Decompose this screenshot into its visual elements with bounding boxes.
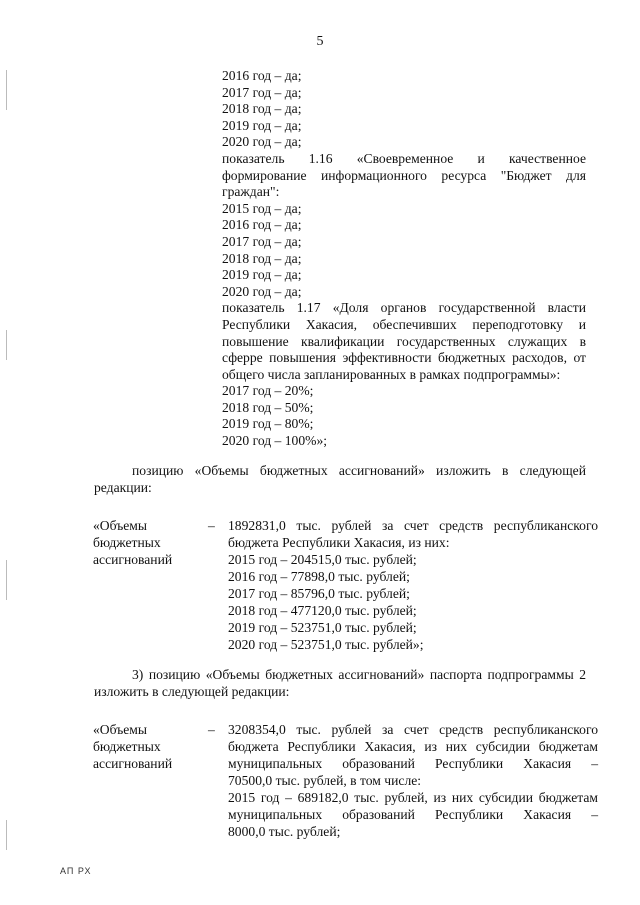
budget-label xyxy=(93,517,203,568)
value-line: 2015 год – 204515,0 тыс. рублей; xyxy=(228,552,417,567)
scan-edge-mark xyxy=(6,560,7,600)
value-line: 2018 год – 477120,0 тыс. рублей; xyxy=(228,603,417,618)
value-line: 1892831,0 тыс. рублей за счет средств республиканского xyxy=(228,518,598,533)
indicator-1-17-line: показатель 1.17 «Доля органов государственной власти xyxy=(222,300,586,316)
label-line: бюджетных xyxy=(93,535,161,550)
indicator-1-16-line: граждан": xyxy=(222,184,280,200)
paragraph-line: изложить в следующей редакции: xyxy=(94,684,290,699)
value-line: 3208354,0 тыс. рублей за счет средств республиканского xyxy=(228,722,598,737)
year-line: 2018 год – да; xyxy=(222,101,302,117)
value-line: 2017 год – 85796,0 тыс. рублей; xyxy=(228,586,410,601)
year-line: 2019 год – да; xyxy=(222,267,302,283)
percent-line: 2018 год – 50%; xyxy=(222,399,314,415)
year-line: 2017 год – да; xyxy=(222,233,302,249)
value-line: 8000,0 тыс. рублей; xyxy=(228,824,341,839)
year-line: 2015 год – да; xyxy=(222,200,302,216)
year-line: 2020 год – да; xyxy=(222,134,302,150)
year-line: 2017 год – да; xyxy=(222,84,302,100)
value-line: 2015 год – 689182,0 тыс. рублей, из них субсидии бюджетам xyxy=(228,790,598,805)
label-line: ассигнований xyxy=(93,552,173,567)
value-line: муниципальных образований Республики Хакасия – xyxy=(228,807,598,822)
indicator-1-16-line: формирование информационного ресурса "Бюджет для xyxy=(222,167,586,183)
year-line: 2016 год – да; xyxy=(222,68,302,83)
value-line: муниципальных образований Республики Хакасия – xyxy=(228,756,598,771)
paragraph-line: 3) позицию «Объемы бюджетных ассигнований» паспорта подпрограммы 2 xyxy=(132,667,586,682)
dash-separator: – xyxy=(208,518,215,533)
percent-line: 2020 год – 100%»; xyxy=(222,433,328,449)
budget-value xyxy=(228,721,598,840)
footer-code: АП РХ xyxy=(60,866,92,876)
label-line: бюджетных xyxy=(93,739,161,754)
value-line: 2019 год – 523751,0 тыс. рублей; xyxy=(228,620,417,635)
value-line: бюджета Республики Хакасия, из них субсидии бюджетам xyxy=(228,739,598,754)
page-number: 5 xyxy=(316,34,324,49)
indicator-1-17-line: общего числа запланированных в рамках подпрограммы»: xyxy=(222,366,561,382)
paragraph-line: редакции: xyxy=(94,480,152,495)
scan-edge-mark xyxy=(6,820,7,850)
year-line: 2020 год – да; xyxy=(222,283,302,299)
value-line: 70500,0 тыс. рублей, в том числе: xyxy=(228,773,422,788)
label-line: ассигнований xyxy=(93,756,173,771)
indicator-1-17-line: сферре повышения эффективности бюджетных расходов, от xyxy=(222,350,586,366)
scan-edge-mark xyxy=(6,330,7,360)
indicator-1-17-line: Республики Хакасия, обеспечивших переподготовку и xyxy=(222,316,586,332)
value-line: 2020 год – 523751,0 тыс. рублей»; xyxy=(228,637,424,652)
paragraph-subprogram-2 xyxy=(94,666,586,700)
percent-line: 2017 год – 20%; xyxy=(222,383,314,399)
budget-value xyxy=(228,517,598,653)
year-line: 2016 год – да; xyxy=(222,217,302,233)
indicator-list-section xyxy=(222,68,586,450)
percent-line: 2019 год – 80%; xyxy=(222,416,314,432)
label-line: «Объемы xyxy=(93,722,147,737)
indicator-1-17-line: повышение квалификации государственных служащих в xyxy=(222,333,586,349)
year-line: 2018 год – да; xyxy=(222,250,302,266)
indicator-1-16-line: показатель 1.16 «Своевременное и качественное xyxy=(222,150,586,166)
dash-separator: – xyxy=(208,722,215,737)
label-line: «Объемы xyxy=(93,518,147,533)
value-line: бюджета Республики Хакасия, из них: xyxy=(228,535,450,550)
scan-edge-mark xyxy=(6,70,7,110)
year-line: 2019 год – да; xyxy=(222,117,302,133)
value-line: 2016 год – 77898,0 тыс. рублей; xyxy=(228,569,410,584)
paragraph-line: позицию «Объемы бюджетных ассигнований» изложить в следующей xyxy=(132,463,586,478)
budget-label xyxy=(93,721,203,772)
paragraph-budget-position xyxy=(94,462,586,496)
